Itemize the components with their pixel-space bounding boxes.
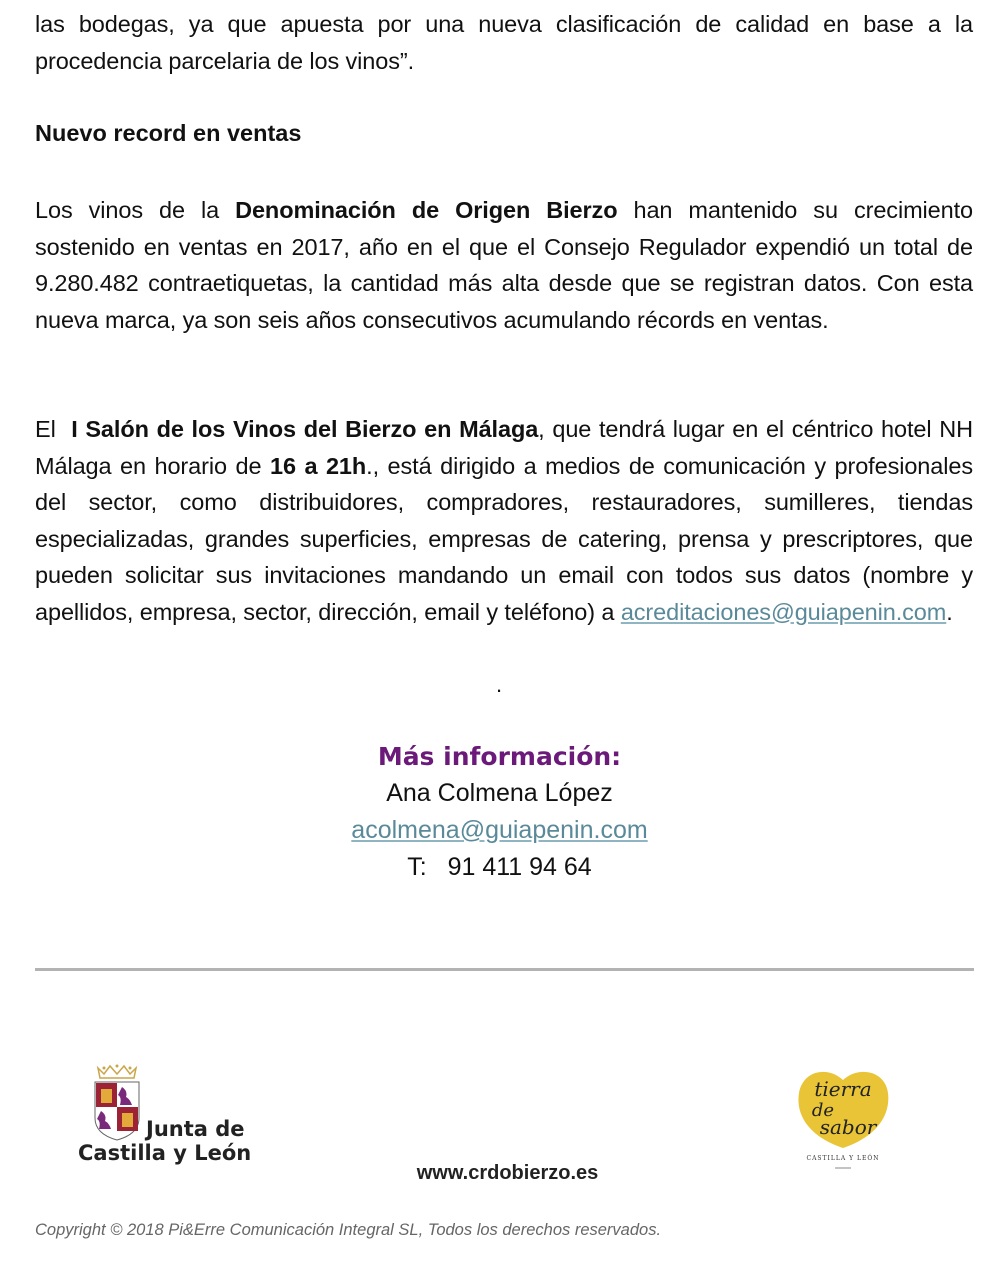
sales-paragraph xyxy=(35,192,973,338)
lead-paragraph: las bodegas, ya que apuesta por una nueva clasificación de calidad en base a la procedencia parcelaria de los vinos”. xyxy=(35,11,973,74)
jcyl-line1: Junta de xyxy=(146,1117,245,1141)
tierra-de-sabor-logo xyxy=(793,1058,893,1170)
contact-name: Ana Colmena López xyxy=(386,779,613,807)
text-segment: ., está dirigido a medios de comunicación y profesionales del sector, como distribuidores, compradores, restauradores, sumilleres, tiendas especializadas, grandes superficies, empresas de catering, prensa y prescriptores, que pueden solicitar sus invitaciones mandando un email con todos sus datos (nombre y apellidos, empresa, sector, dirección, email y teléfono) a xyxy=(35,452,973,625)
svg-text:sabor: sabor xyxy=(819,1115,877,1139)
junta-castilla-leon-logo xyxy=(78,1062,258,1172)
text-segment: Los vinos de la xyxy=(35,197,236,223)
salon-paragraph xyxy=(35,411,973,630)
website-link[interactable]: www.crdobierzo.es xyxy=(416,1162,599,1184)
text-segment: han mantenido su crecimiento sostenido en ventas en 2017, año en el que el Consejo Regulador expendió un total de 9.280.482 contraetiquetas, la cantidad más alta desde que se registran datos. Con esta nueva marca, ya son seis años consecutivos acumulando récords en ventas. xyxy=(35,197,973,333)
bold-schedule: 16 a 21h xyxy=(269,452,367,479)
bold-do-bierzo: Denominación de Origen Bierzo xyxy=(235,197,618,223)
bold-salon-name: I Salón de los Vinos del Bierzo en Málaga xyxy=(71,416,539,442)
svg-text:tierra: tierra xyxy=(814,1077,872,1101)
svg-text:de: de xyxy=(811,1100,835,1121)
text-segment: El xyxy=(35,416,72,442)
heart-icon xyxy=(793,1058,893,1170)
copyright-notice: Copyright © 2018 Pi&Erre Comunicación Integral SL, Todos los derechos reservados. xyxy=(35,1221,662,1239)
section-heading: Nuevo record en ventas xyxy=(35,120,302,146)
contact-block xyxy=(0,738,999,886)
svg-text:CASTILLA Y LEÓN: CASTILLA Y LEÓN xyxy=(806,1155,880,1162)
contact-phone: T: 91 411 94 64 xyxy=(407,853,592,881)
jcyl-line2: Castilla y León xyxy=(78,1141,252,1165)
text-segment: , que tendrá lugar en el céntrico hotel NH Málaga en horario de xyxy=(35,416,973,479)
contact-title: Más información: xyxy=(377,742,622,771)
footer-divider xyxy=(35,968,974,971)
accreditation-email-link[interactable]: acreditaciones@guiapenin.com xyxy=(620,598,947,625)
contact-email-link[interactable]: acolmena@guiapenin.com xyxy=(351,816,648,844)
text-segment: . xyxy=(946,598,953,625)
jcyl-wordmark xyxy=(78,1117,251,1165)
separator-dot: . xyxy=(496,672,503,697)
